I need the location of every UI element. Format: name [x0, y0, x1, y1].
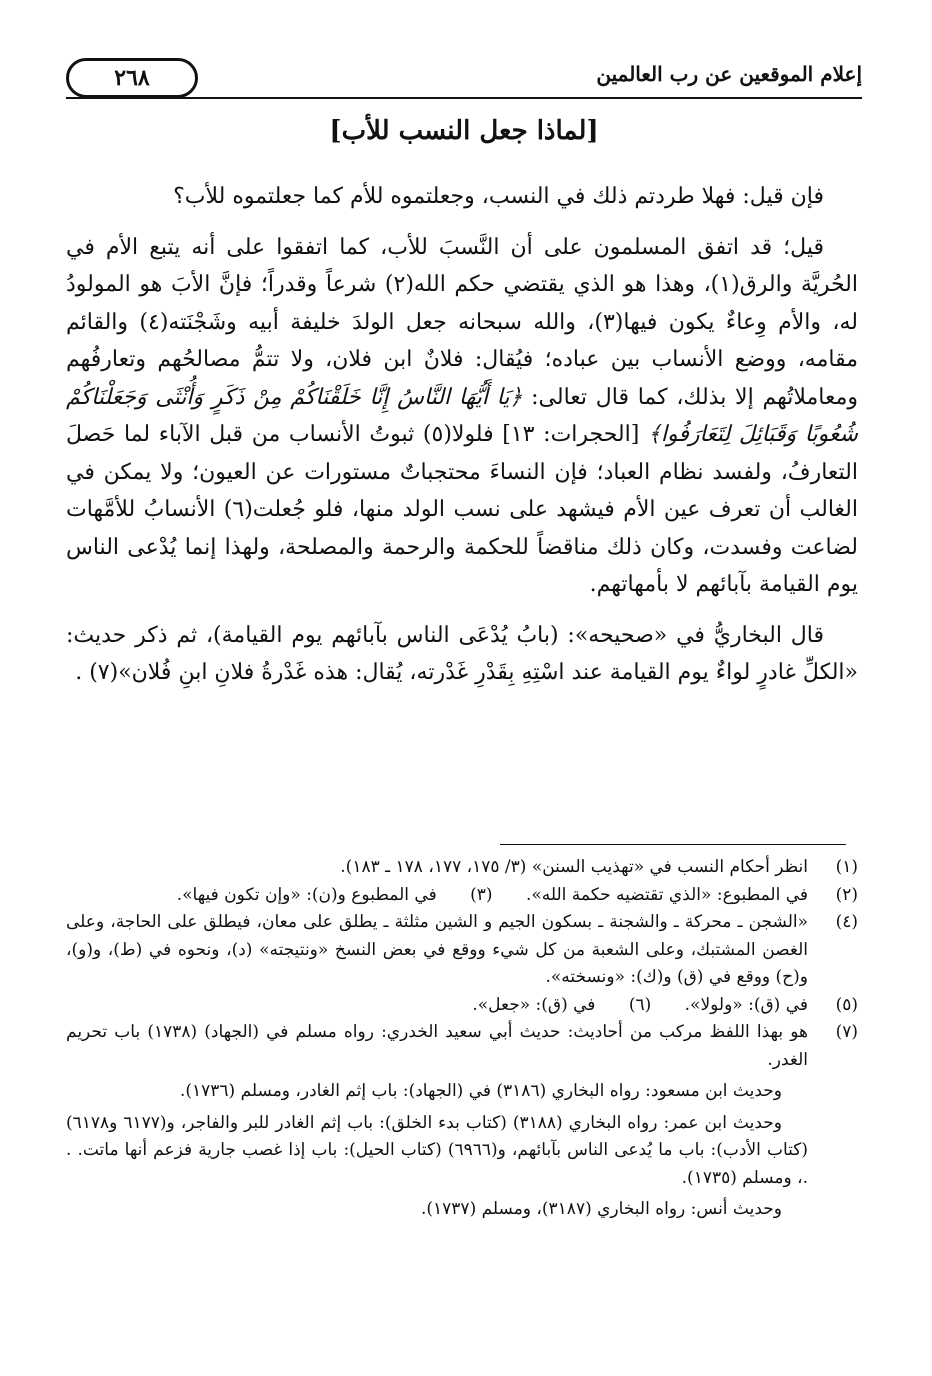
footnote-text: «الشجن ـ محركة ـ والشجنة ـ بسكون الجيم و الشين مثلثة ـ يطلق على معان، فيطلق على الحاجة، وعلى الغصن المشتبك، وعلى الشعبة من كل شيء ووقع في بعض النسخ «ونتيجته» (د)، ونحوه في (ط)، و(و)، و(ح) ووقع في (ق) و(ك): «ونسخته». [66, 912, 808, 987]
answer-text-part2: فلولا(٥) ثبوتُ الأنساب من قبل الآباء لما حَصلَ التعارفُ، ولفسد نظام العباد؛ فإن النساءَ محتجباتٌ مستورات عن العيون؛ ولا يمكن في الغالب أن تعرف عين الأم فيشهد على نسب الولد منها، فلو جُعلت(٦) الأنسابُ للأمَّهات لضاعت وفسدت، وكان ذلك مناقضاً للحكمة والرحمة والمصلحة، ولهذا إنما يُدْعى الناس يوم القيامة بآبائهم لا بأمهاتهم. [66, 422, 858, 597]
footnote-text-b: في (ق): «جعل». [472, 994, 596, 1015]
page-number: ٢٦٨ [66, 58, 198, 98]
header-divider [66, 97, 862, 99]
footnote-text-a: في المطبوع: «الذي تقتضيه حكمة الله». [525, 884, 808, 905]
footnote-number: (٥) [835, 994, 858, 1015]
footnote-text [66, 992, 808, 1020]
footnote [66, 882, 858, 910]
footnote [66, 854, 858, 882]
footnote-number: (٤) [835, 912, 858, 932]
footnote-continuation: وحديث أنس: رواه البخاري (٣١٨٧)، ومسلم (١٧٣٧). [420, 1199, 782, 1219]
footnote-text [66, 882, 808, 910]
footnote-continuation: وحديث ابن عمر: رواه البخاري (٣١٨٨) (كتاب بدء الخلق): باب إثم الغادر للبر والفاجر، و(٦١٧٧ و٦١٧٨) (كتاب الأدب): باب ما يُدعى الناس بآبائهم، و(٦٩٦٦) (كتاب الحيل): باب إذا غصب جارية فزعم أنها ماتت. . .، ومسلم (١٧٣٥). [66, 1112, 808, 1188]
footnotes [66, 854, 858, 1226]
footnote-text-a: في (ق): «ولولا». [684, 994, 808, 1015]
section-heading: [لماذا جعل النسب للأب] [329, 116, 599, 146]
main-text [66, 178, 858, 705]
quran-reference: [الحجرات: ١٣] [502, 422, 640, 447]
paragraph-question: فإن قيل: فهلا طردتم ذلك في النسب، وجعلتموه للأم كما جعلتموه للأب؟ [173, 184, 824, 209]
footnote-number-b: (٦) [628, 994, 652, 1015]
footnote-divider [500, 844, 846, 845]
footnote-continuation: وحديث ابن مسعود: رواه البخاري (٣١٨٦) في (الجهاد): باب إثم الغادر، ومسلم (١٧٣٦). [179, 1081, 782, 1101]
footnote [66, 909, 858, 992]
footnote [66, 992, 858, 1020]
paragraph-bukhari: قال البخاريُّ في «صحيحه»: (بابُ يُدْعَى الناس بآبائهم يوم القيامة)، ثم ذكر حديث: «الكلِّ غادرٍ لواءٌ يوم القيامة عند اسْتِهِ بِقَدْرِ غَدْرته، يُقال: هذه غَدْرةُ فلانِ ابنِ فُلان»(٧) . [66, 622, 858, 685]
footnote-text-b: في المطبوع و(ن): «وإن تكون فيها». [176, 884, 437, 905]
footnote [66, 1019, 858, 1074]
answer-text-part1: قيل؛ قد اتفق المسلمون على أن النَّسبَ للأب، كما اتفقوا على أنه يتبع الأم في الحُريَّة والرق(١)، وهذا هو الذي يقتضي حكم الله(٢) شرعاً وقدراً؛ فإنَّ الأبَ هو المولودُ له، والأم وِعاءٌ يكون فيها(٣)، والله سبحانه جعل الولدَ خليفة أبيه وشَجْنَته(٤) والقائم مقامه، ووضع الأنساب بين عباده؛ فيُقال: فلانٌ ابن فلان، ولا تتمُّ مصالحُهم وتعارفُهم ومعاملاتُهم إلا بذلك، كما قال تعالى: [66, 234, 859, 410]
footnote-text: انظر أحكام النسب في «تهذيب السنن» (٣/ ١٧٥، ١٧٧، ١٧٨ ـ ١٨٣). [340, 857, 808, 877]
quran-verse: ﴿يَا أَيُّهَا النَّاسُ إِنَّا خَلَقْنَاكُمْ مِنْ ذَكَرٍ وَأُنْثَى وَجَعَلْنَاكُمْ شُعُوبًا وَقَبَائِلَ لِتَعَارَفُوا﴾ [66, 384, 858, 447]
book-title: إعلام الموقعين عن رب العالمين [596, 62, 862, 86]
page-header [66, 58, 862, 98]
footnote-number-b: (٣) [470, 884, 493, 905]
footnote-number: (٧) [835, 1022, 858, 1042]
footnote-number: (١) [835, 857, 858, 877]
paragraph-answer [66, 229, 858, 604]
footnote-text: هو بهذا اللفظ مركب من أحاديث: حديث أبي سعيد الخدري: رواه مسلم في (الجهاد) (١٧٣٨) باب تحريم الغدر. [66, 1022, 808, 1070]
footnote-number: (٢) [835, 884, 858, 905]
